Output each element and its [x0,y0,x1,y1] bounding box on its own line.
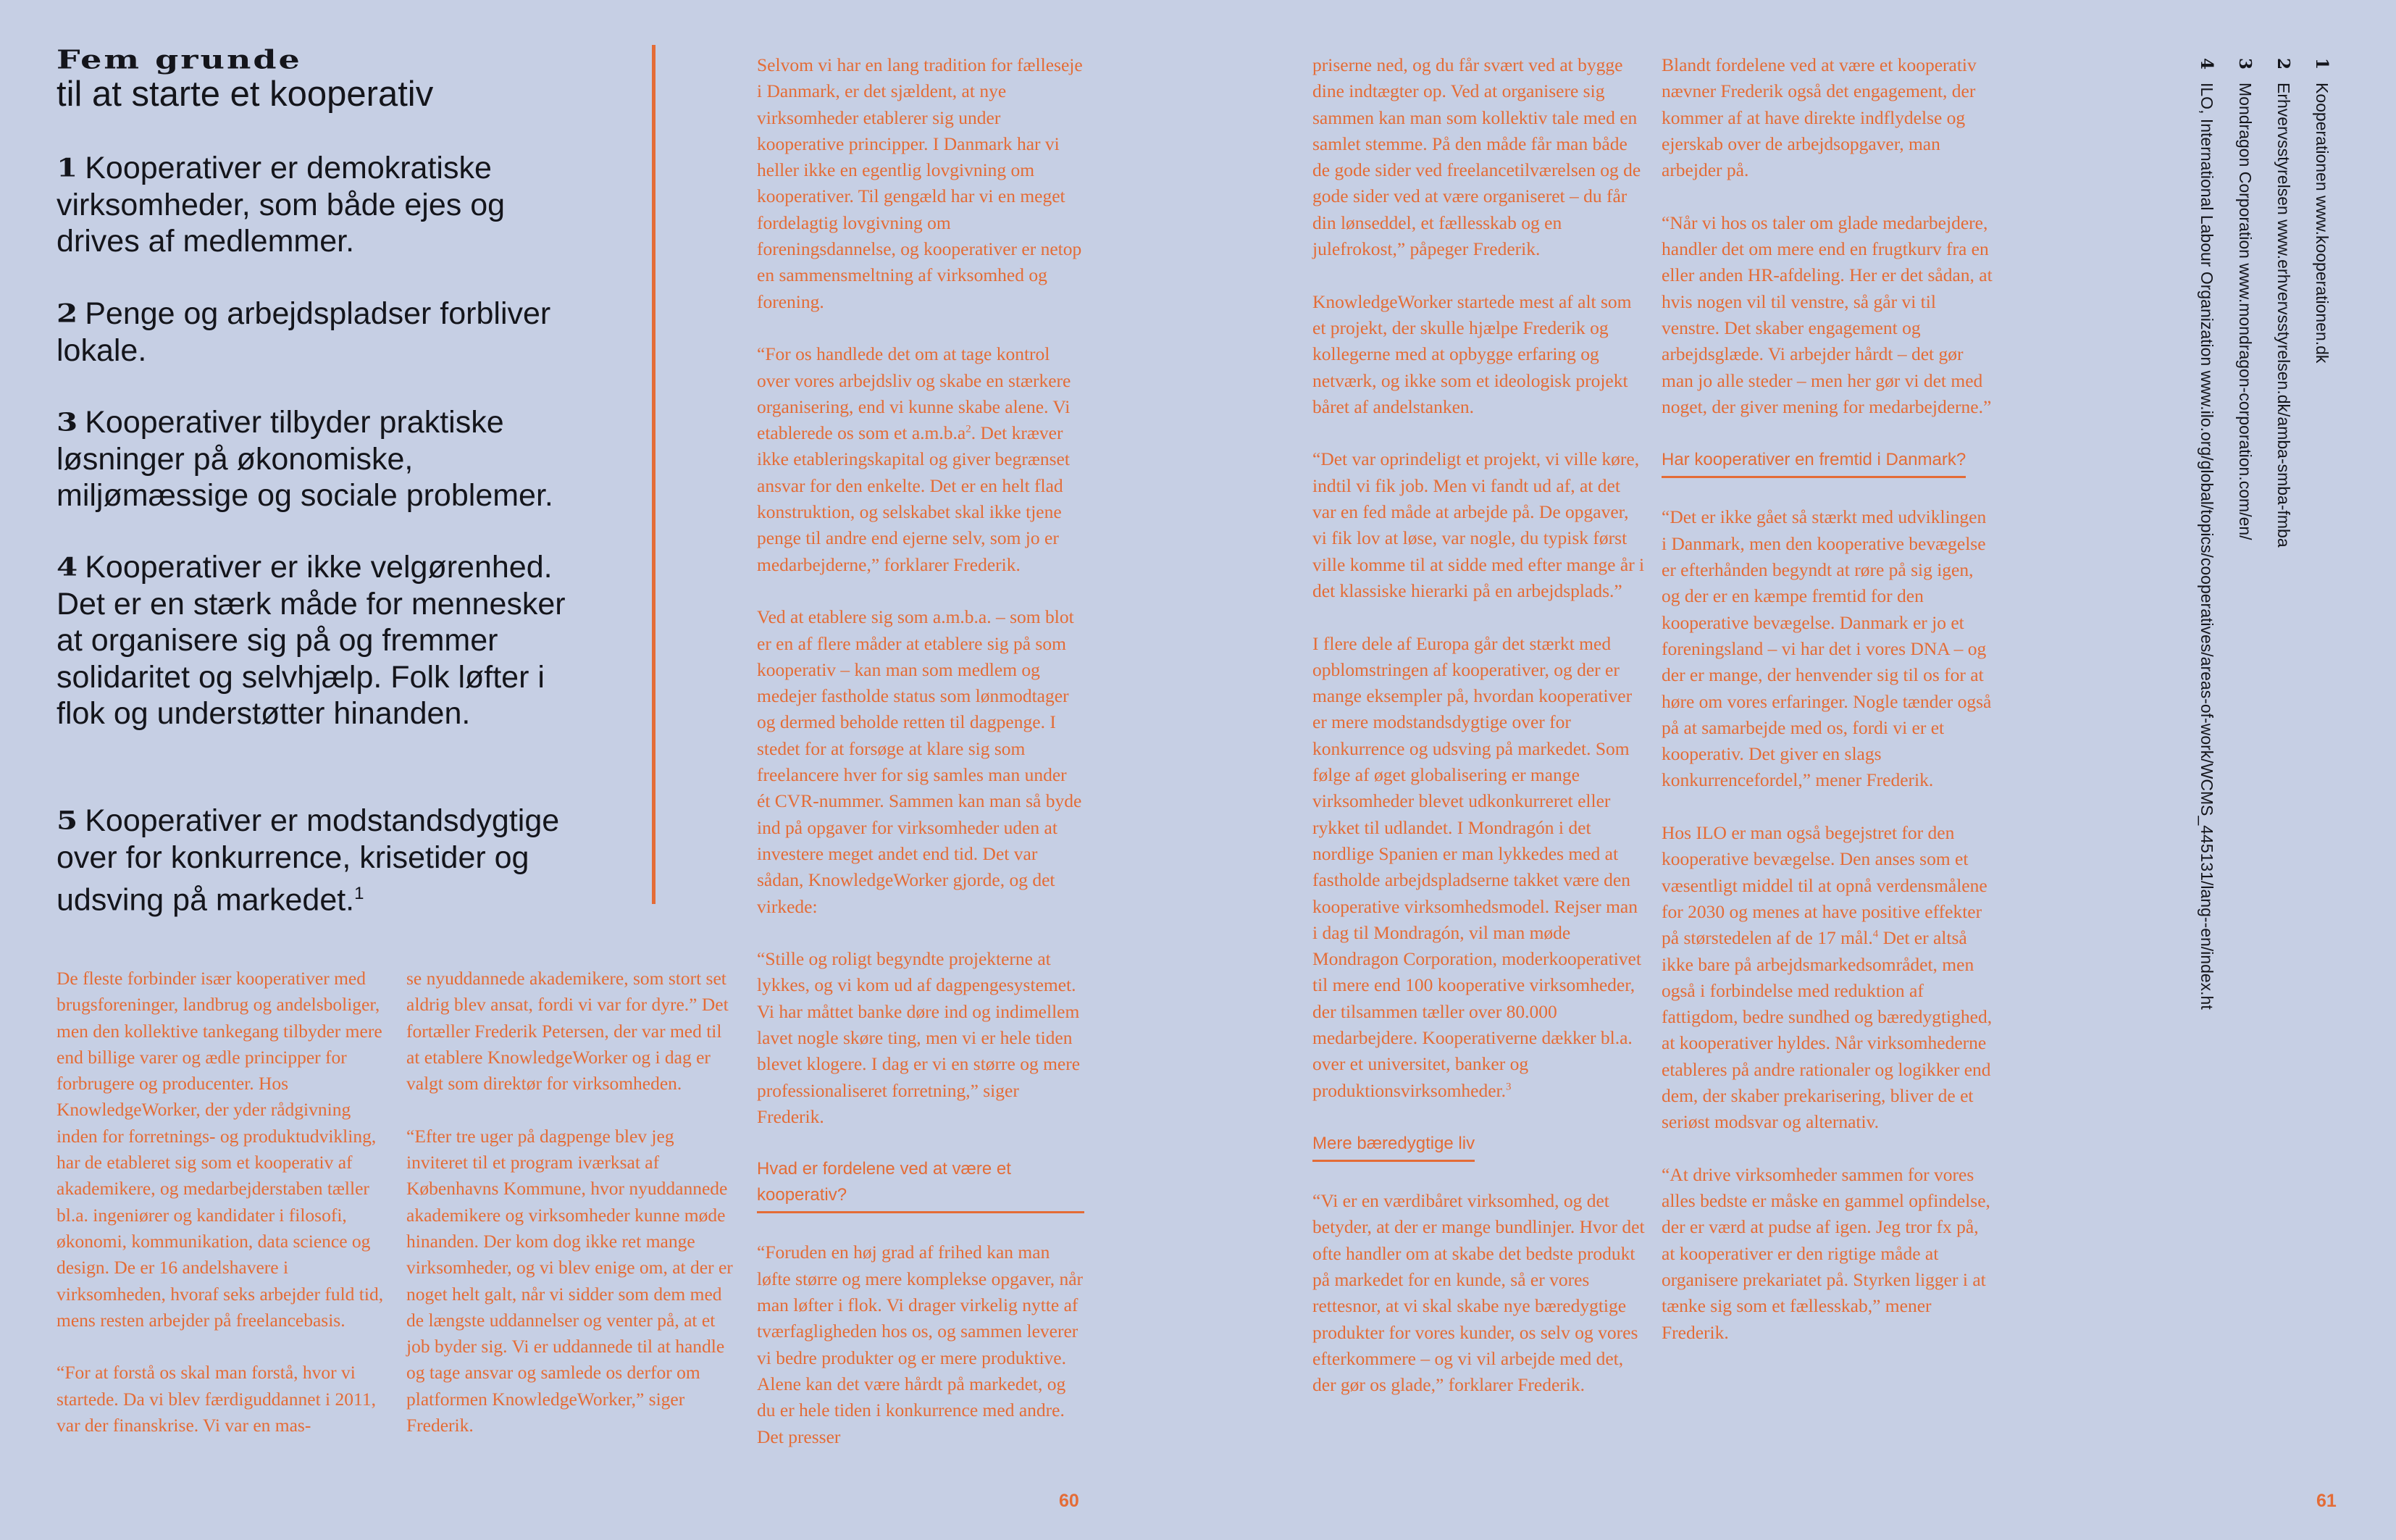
reason-4 [56,549,585,732]
paragraph: “For os handlede det om at tage kontrol over vores arbejdsliv og skabe en stærkere organisering, end vi kunne skabe alene. Vi etablerede os som et $a.m.b.a^2$. Det kræver ikke etableringskapital og giver begrænset ansvar for den enkelte. Det er en helt flad konstruktion, og selskabet skal ikke tjene penge til andre end ejerne selv, som jo er medarbejderne,” forklarer Frederik. [757,343,1071,575]
paragraph: “At drive virksomheder sammen for vores alles bedste er måske en gammel opfindelse, der er værd at pudse af igen. Jeg tror fx på, at kooperativer er den rigtige måde at organisere prekariatet på. Styrken ligger i at tænke sig som et fællesskab,” mener Frederik. [1662,1163,1990,1343]
reason-number: 2 [56,298,78,328]
paragraph: “Vi er en værdibåret virksomhed, og det betyder, at der er mange bundlinjer. Hvor det ofte handler om at skabe det bedste produkt på markedet for en kunde, så er vores rettesnor, at vi skal skabe nye bæredygtige produkter for vores kunder, os selv og vores efterkommere – og vi vil arbejde med det, der gør os glade,” forklarer Frederik. [1312,1190,1645,1396]
footnote-ref: 1 [354,884,364,903]
footnote-text: Kooperationen www.kooperationen.dk [2313,83,2332,364]
footnote-3: 3Mondragon Corporation www.mondragon-corporation.com/en/ [2235,58,2255,540]
paragraph: Blandt fordelene ved at være et kooperativ nævner Frederik også det engagement, der kommer af at have direkte indflydelse og ejerskab over de arbejdsopgaver, man arbejder på. [1662,54,1977,181]
section-subheading: Har kooperativer en fremtid i Danmark? [1662,447,1966,478]
footnotes [2153,58,2341,1072]
paragraph: “Det er ikke gået så stærkt med udviklingen i Danmark, men den kooperative bevægelse er efterhånden begyndt at røre på sig igen, og der er en kæmpe fremtid for den kooperative bevægelse. Danmark er jo et foreningsland – vi har det i vores DNA – og der er mange, der henvender sig til os for at høre om vores erfaringer. Nogle tænder også på at samarbejde med os, fordi vi er et kooperativ. Det giver en slags konkurrencefordel,” mener Frederik. [1662,506,1992,791]
section-subheading: Mere bæredygtige liv [1312,1131,1475,1162]
paragraph: KnowledgeWorker startede mest af alt som et projekt, der skulle hjælpe Frederik og kollegerne med at opbygge erfaring og netværk, og ikke som et ideologisk projekt båret af andelstanken. [1312,290,1632,417]
paragraph: I flere dele af Europa går det stærkt med opblomstringen af kooperativer, og der er mange eksempler på, hvordan kooperativer er mere modstandsdygtige over for konkurrence og udsving på markedet. Som følge af øget globalisering er mange virksomheder blevet udkonkurreret eller rykket til udlandet. I Mondragón i det nordlige Spanien er man lykkedes med at fastholde arbejdspladserne takket være den kooperative virksomhedsmodel. Rejser man i dag til Mondragón, vil man møde Mondragon Corporation, moderkooperativet til mere end 100 kooperative virksomheder, der tilsammen tæller over 80.000 medarbejdere. Kooperativerne dækker bl.a. over et universitet, banker og produktionsvirksomheder.$^3$ [1312,632,1641,1101]
title-heading: Fem grunde [56,43,302,75]
footnote-text: Mondragon Corporation www.mondragon-corporation.com/en/ [2236,83,2255,540]
reason-text: Kooperativer er ikke velgørenhed. Det er en stærk måde for mennesker at organisere sig på og fremmer solidaritet og selvhjælp. Folk løfter i flok og understøtter hinanden. [56,550,566,731]
paragraph: “Foruden en høj grad af frihed kan man løfte større og mere komplekse opgaver, når man løfter i flok. Vi drager virkelig nytte af tværfagligheden hos os, og sammen leverer vi bedre produkter og er mere produktive. Alene kan det være hårdt på markedet, og du er hele tiden i konkurrence med andre. Det presser [757,1242,1084,1447]
paragraph: “Når vi hos os taler om glade medarbejdere, handler det om mere end en frugtkurv fra en eller anden HR-afdeling. Her er det sådan, at hvis nogen vil til venstre, så går vi til venstre. Det skaber engagement og arbejdsglæde. Vi arbejder hårdt – det gør man jo alle steder – men her gør vi det med noget, der giver mening for medarbejderne.” [1662,212,1993,417]
paragraph: priserne ned, og du får svært ved at bygge dine indtægter op. Ved at organisere sig sammen kan man som kollektiv tale med en samlet stemme. På den måde får man både de gode sider ved freelancetilværelsen og de gode sider ved at være organiseret – du får din lønseddel, et fællesskab og en julefrokost,” påpeger Frederik. [1312,54,1641,260]
paragraph: “For at forstå os skal man forstå, hvor vi startede. Da vi blev færdiguddannet i 2011, var der finanskrise. Vi var en mas- [56,1362,376,1436]
footnote-2: 2Erhvervsstyrelsen www.erhvervsstyrelsen.dk/amba-smba-fmba [2274,58,2293,548]
paragraph: “Efter tre uger på dagpenge blev jeg inviteret til et program iværksat af Københavns Kommune, hvor nyuddannede akademikere og virksomheder kunne møde hinanden. Der kom dog ikke ret mange virksomheder, og vi blev enige om, at der er noget helt galt, når vi sidder som dem med de længste uddannelser og venter på, at et job byder sig. Vi er uddannede til at handle og tage ansvar og samlede os derfor om platformen KnowledgeWorker,” siger Frederik. [406,1125,733,1436]
paragraph: Hos ILO er man også begejstret for den kooperative bevægelse. Den anses som et væsentligt middel til at opnå verdensmålene for 2030 og menes at have positive effekter på størstedelen af de 17 mål.$^4$ Det er altså ikke bare på arbejdsmarkedsområdet, men også i forbindelse med reduktion af fattigdom, bedre sundhed og bæredygtighed, at kooperativer hyldes. Når virksomhederne etableres på andre rationaler og logikker end dem, der skaber prekarisering, bliver de et seriøst modsvar og alternativ. [1662,822,1993,1133]
reason-number: 5 [56,805,78,835]
paragraph: “Stille og roligt begyndte projekterne at lykkes, og vi kom ud af dagpengesystemet. Vi har måttet banke døre ind og indimellem lavet nogle skøre ting, men vi er hele tiden blevet klogere. I dag er vi en større og mere professionaliseret forretning,” siger Frederik. [757,948,1081,1127]
reason-number: 3 [56,407,78,437]
reason-text: Kooperativer er demokratiske virksomheder, som både ejes og drives af medlemmer. [56,151,506,259]
footnote-ref: 3 [1506,1081,1512,1093]
footnote-text: ILO, International Labour Organization www.ilo.org/global/topics/cooperatives/areas-of-work/WCMS_445131/lang--en/index.ht [2198,83,2216,1010]
paragraph: “Det var oprindeligt et projekt, vi ville køre, indtil vi fik job. Men vi fandt ud af, at det var en fed måde at arbejde på. De opgaver, vi fik lov at løse, var nogle, du typisk først ville komme til at sidde med efter mange år i det klassiske hierarki på en arbejdsplads.” [1312,448,1645,601]
title-subheading: til at starte et kooperativ [56,75,434,114]
body-column-3 [757,52,1084,1450]
footnote-text: Erhvervsstyrelsen www.erhvervsstyrelsen.dk/amba-smba-fmba [2274,83,2293,548]
reason-text: Kooperativer er modstandsdygtige over for konkurrence, krisetider og udsving på markedet. [56,803,560,918]
paragraph: se nyuddannede akademikere, som stort set aldrig blev ansat, fordi vi var for dyre.” Det fortæller Frederik Petersen, der var med til at etablere KnowledgeWorker og i dag er valgt som direktør for virksomheden. [406,968,729,1095]
footnote-1: 1Kooperationen www.kooperationen.dk [2312,58,2332,364]
reason-number: 4 [56,552,78,582]
body-column-1 [56,966,391,1439]
reason-5 [56,803,585,918]
reason-text: Penge og arbejdspladser forbliver lokale. [56,296,551,368]
body-column-5 [1662,52,1993,1346]
divider-rule [652,45,655,904]
footnote-4: 4ILO, International Labour Organization www.ilo.org/global/topics/cooperatives/areas-of-work/WCMS_445131/lang--en/index.ht [2197,58,2216,1010]
paragraph: Selvom vi har en lang tradition for fælleseje i Danmark, er det sjældent, at nye virksomheder etablerer sig under kooperative principper. I Danmark har vi heller ikke en egentlig lovgivning om kooperativer. Til gengæld har vi en meget fordelagtig lovgivning om foreningsdannelse, og kooperativer er netop en sammensmeltning af virksomhed og forening. [757,54,1083,312]
reason-3 [56,404,585,514]
paragraph: De fleste forbinder især kooperativer med brugsforeninger, landbrug og andelsboliger, men den kollektive tankegang tilbyder mere end billige varer og ædle principper for forbrugere og producenter. Hos KnowledgeWorker, der yder rådgivning inden for forretnings- og produktudvikling, har de etableret sig som et kooperativ af akademikere, og medarbejderstaben tæller bl.a. ingeniører og kandidater i filosofi, økonomi, kommunikation, data science og design. De er 16 andelshavere i virksomheden, hvoraf seks arbejder fuld tid, mens resten arbejder på freelancebasis. [56,968,384,1331]
reason-2 [56,296,585,369]
reason-text: Kooperativer tilbyder praktiske løsninger på økonomiske, miljømæssige og sociale problemer. [56,405,553,513]
page-number-left: 60 [1059,1491,1079,1511]
body-column-4 [1312,52,1647,1399]
page-number-right: 61 [2316,1491,2337,1511]
footnote-ref: 4 [1872,928,1879,940]
paragraph: Ved at etablere sig som a.m.b.a. – som blot er en af flere måder at etablere sig på som kooperativ – kan man som medlem og medejer fastholde status som lønmodtager og dermed beholde retten til dagpenge. I stedet for at forsøge at klare sig som freelancere hver for sig samles man under ét CVR-nummer. Sammen kan man så byde ind på opgaver for virksomheder uden at investere meget andet end tid. Det var sådan, KnowledgeWorker gjorde, og det virkede: [757,606,1082,917]
section-subheading: Hvad er fordelene ved at være et kooperativ? [757,1156,1084,1213]
body-column-2 [406,966,737,1439]
reason-number: 1 [56,153,78,183]
footnote-ref: 2 [965,423,971,435]
reason-1 [56,150,585,260]
